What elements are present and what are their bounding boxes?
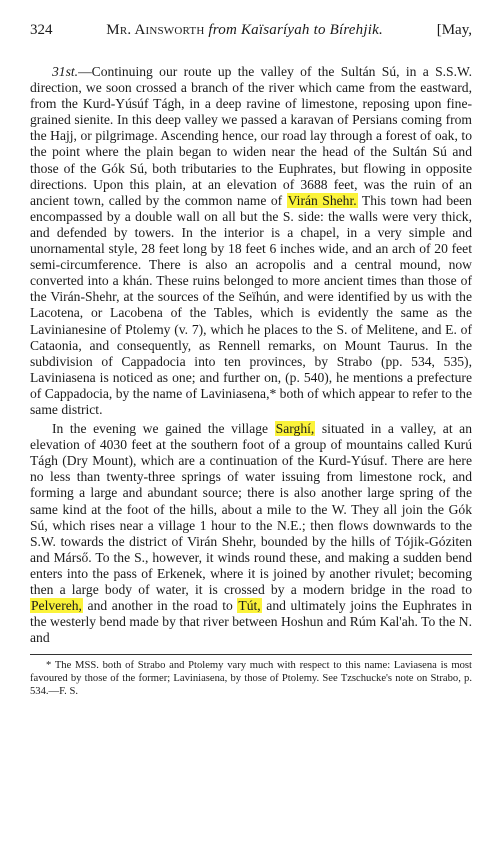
book-page	[30, 22, 472, 698]
running-month: [May,	[436, 22, 472, 38]
page-number: 324	[30, 22, 53, 38]
text-run: situated in a valley, at an elevation of 4030 feet at the southern foot of a group of mountains called Kurú Tágh (Dry Mount), which are a continuation of the Kurd-Yúsuf. There are here no less than twenty-three springs of water issuing from limestone rock, and forming a large and abundant source; there is also another large spring of the same kind at the foot of the hills, about a mile to the W. They all join the Gók Sú, which rises near a village 1 hour to the N.E.; then flows downwards to the S.W. towards the district of Virán Shehr, bounded by the hills of Tójik-Góziten and Márső. To the S., however, it winds round these, and making a sudden bend enters into the pass of Erkenek, where it is joined by another rivulet; becoming then a large body of water, it is crossed by a modern bridge in the road to	[30, 421, 473, 597]
highlighted-place-name: Pelvereh,	[31, 598, 82, 614]
running-header	[30, 22, 472, 44]
text-run: and ultimately joins the Euphrates in the westerly bend made by that river between Hoshun and Rúm Kal'ah. To the N. and	[30, 598, 472, 646]
highlighted-place-name: Virán Shehr.	[287, 192, 357, 208]
text-run: This town had been encompassed by a double wall on all but the S. side: the walls were very thick, and defended by towers. In the interior is a chapel, in a very simple and unornamental style, 28 feet long by 18 feet 6 inches wide, and an arch of 20 feet semi-circumference. There is also an acropolis and a central mound, now converted into a khán. These ruins belonged to more ancient times than those of the Virán-Shehr, at the sources of the Seïhún, and were identified by us with the Lacotena, or Lacobena of the Tables, which is evidently the same as the Lavinianesine of Ptolemy (v. 7), which he places to the S. of Melitene, and E. of Cataonia, and consequently, as Rennell remarks, on Mount Taurus. In the subdivision of Cappadocia into ten provinces, by Strabo (pp. 534, 535), Laviniasena is noticed as one; and further on, (p. 540), he mentions a prefecture of Cappadocia, by the name of Laviniasena,* both of which appear to refer to the same district.	[30, 192, 472, 417]
footnote-divider	[30, 654, 472, 655]
text-run: In the evening we gained the village	[52, 421, 275, 437]
running-title	[106, 22, 383, 39]
text-run: and another in the road to	[82, 598, 238, 614]
highlighted-place-name: Tút,	[238, 598, 261, 614]
running-title-author: Mr. Ainsworth	[106, 22, 205, 38]
running-title-rest: from Kaïsaríyah to Bírehjik.	[208, 22, 383, 38]
text-run: —Continuing our route up the valley of the Sultán Sú, in a S.S.W. direction, we soon crossed a branch of the river which came from the eastward, from the Kurd-Yúsúf Tágh, in a deep ravine of limestone, reposing upon fine-grained sienite. In this deep valley we passed a karavan of Persians coming from the Hajj, or pilgrimage. Ascending hence, our road lay through a forest of oak, to the point where the plain began to widen near the head of the Sultán Sú and those of the Gók Sú, both tributaries to the Euphrates, but flowing in opposite directions. Upon this plain, at an elevation of 3688 feet, was the ruin of an ancient town, called by the common name of	[30, 64, 472, 208]
paragraph	[30, 421, 472, 646]
highlighted-place-name: Sarghí,	[275, 421, 315, 437]
body-text	[30, 64, 472, 646]
date-label: 31st.	[52, 64, 79, 79]
footnote: * The MSS. both of Strabo and Ptolemy vary much with respect to this name: Laviasena is most favoured by those of the former; Laviniasena, by those of Ptolemy. See Tzschucke's note on Strabo, p. 534.—F. S.	[30, 660, 472, 698]
paragraph	[30, 64, 472, 418]
